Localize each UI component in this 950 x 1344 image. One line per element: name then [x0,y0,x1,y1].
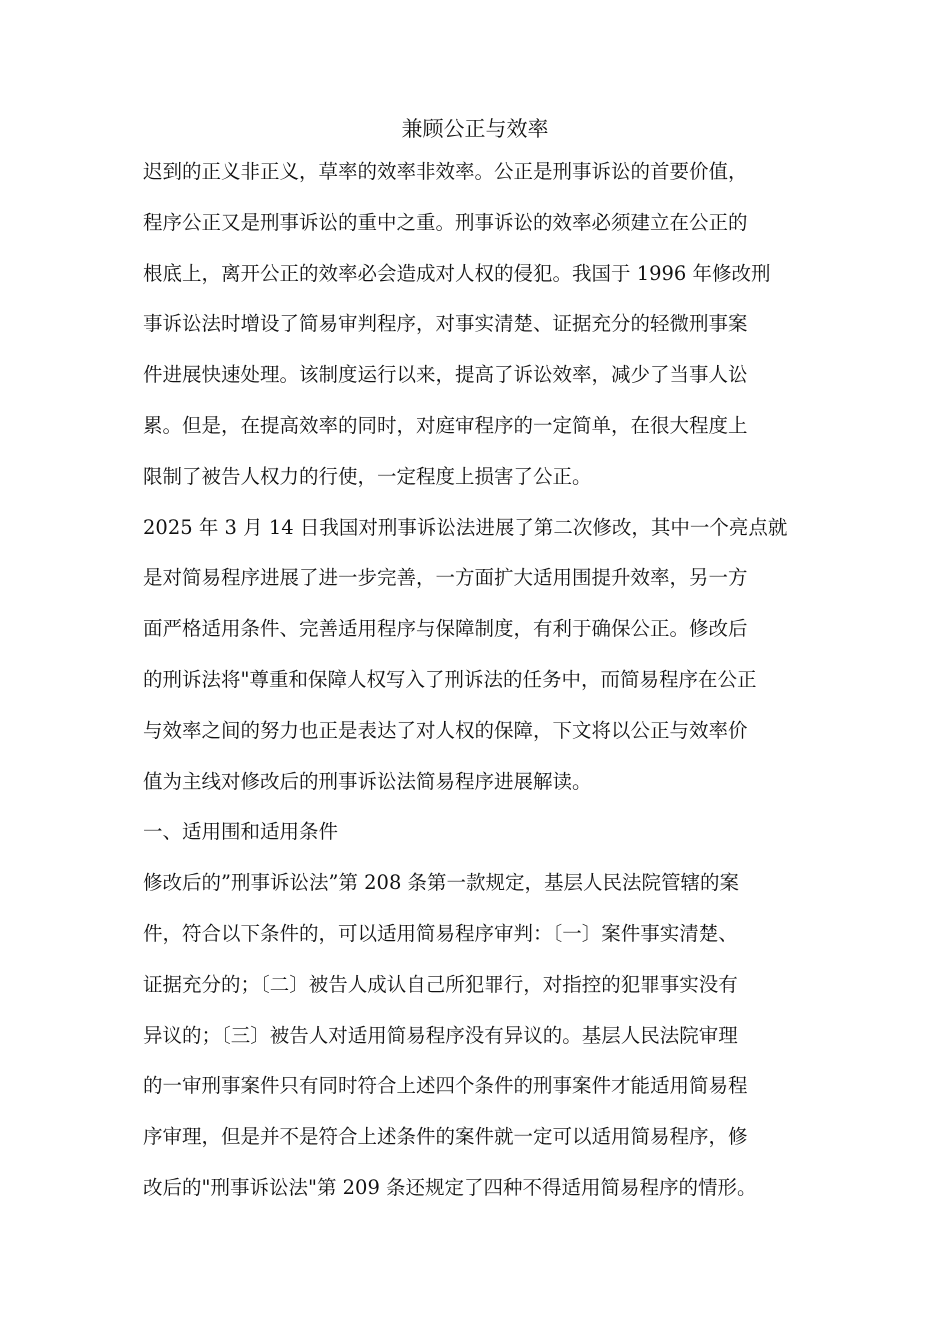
text-line: 迟到的正义非正义，草率的效率非效率。公正是刑事诉讼的首要价值， [143,160,748,183]
text-line: 是对简易程序进展了进一步完善，一方面扩大适用围提升效率，另一方 [143,566,748,590]
text-line: 证据充分的；〔二〕被告人成认自己所犯罪行，对指控的犯罪事实没有 [143,972,738,996]
text-line: 限制了被告人权力的行使，一定程度上损害了公正。 [143,464,592,488]
text-line: 累。但是，在提高效率的同时，对庭审程序的一定简单，在很大程度上 [143,413,748,437]
text-line: 值为主线对修改后的刑事诉讼法简易程序进展解读。 [143,769,592,793]
document-body [143,152,815,1219]
text-line: 与效率之间的努力也正是表达了对人权的保障，下文将以公正与效率价 [143,718,748,742]
text-line: 的刑诉法将"尊重和保障人权写入了刑诉法的任务中，而简易程序在公正 [143,667,757,691]
text-line: 面严格适用条件、完善适用程序与保障制度，有利于确保公正。修改后 [143,617,748,641]
text-line: 2025 年 3 月 14 日我国对刑事诉讼法进展了第二次修改，其中一个亮点就 [143,515,788,539]
text-line: 的一审刑事案件只有同时符合上述四个条件的刑事案件才能适用简易程 [143,1074,748,1098]
document-title: 兼顾公正与效率 [401,117,549,141]
text-line: 根底上，离开公正的效率必会造成对人权的侵犯。我国于 1996 年修改刑 [143,261,771,285]
section-heading: 一、适用围和适用条件 [143,820,339,844]
text-line: 修改后的”刑事诉讼法”第 208 条第一款规定，基层人民法院管辖的案 [143,871,740,895]
text-line: 序审理，但是并不是符合上述条件的案件就一定可以适用简易程序，修 [143,1125,748,1149]
text-line: 改后的"刑事诉讼法"第 209 条还规定了四种不得适用简易程序的情形。 [143,1175,757,1199]
text-line: 异议的；〔三〕被告人对适用简易程序没有异议的。基层人民法院审理 [143,1023,738,1047]
text-line: 件，符合以下条件的，可以适用简易程序审判：〔一〕案件事实清楚、 [143,921,738,945]
text-line: 程序公正又是刑事诉讼的重中之重。刑事诉讼的效率必须建立在公正的 [143,210,748,234]
text-line: 事诉讼法时增设了简易审判程序，对事实清楚、证据充分的轻微刑事案 [143,312,748,336]
text-line: 件进展快速处理。该制度运行以来，提高了诉讼效率，减少了当事人讼 [143,363,748,387]
